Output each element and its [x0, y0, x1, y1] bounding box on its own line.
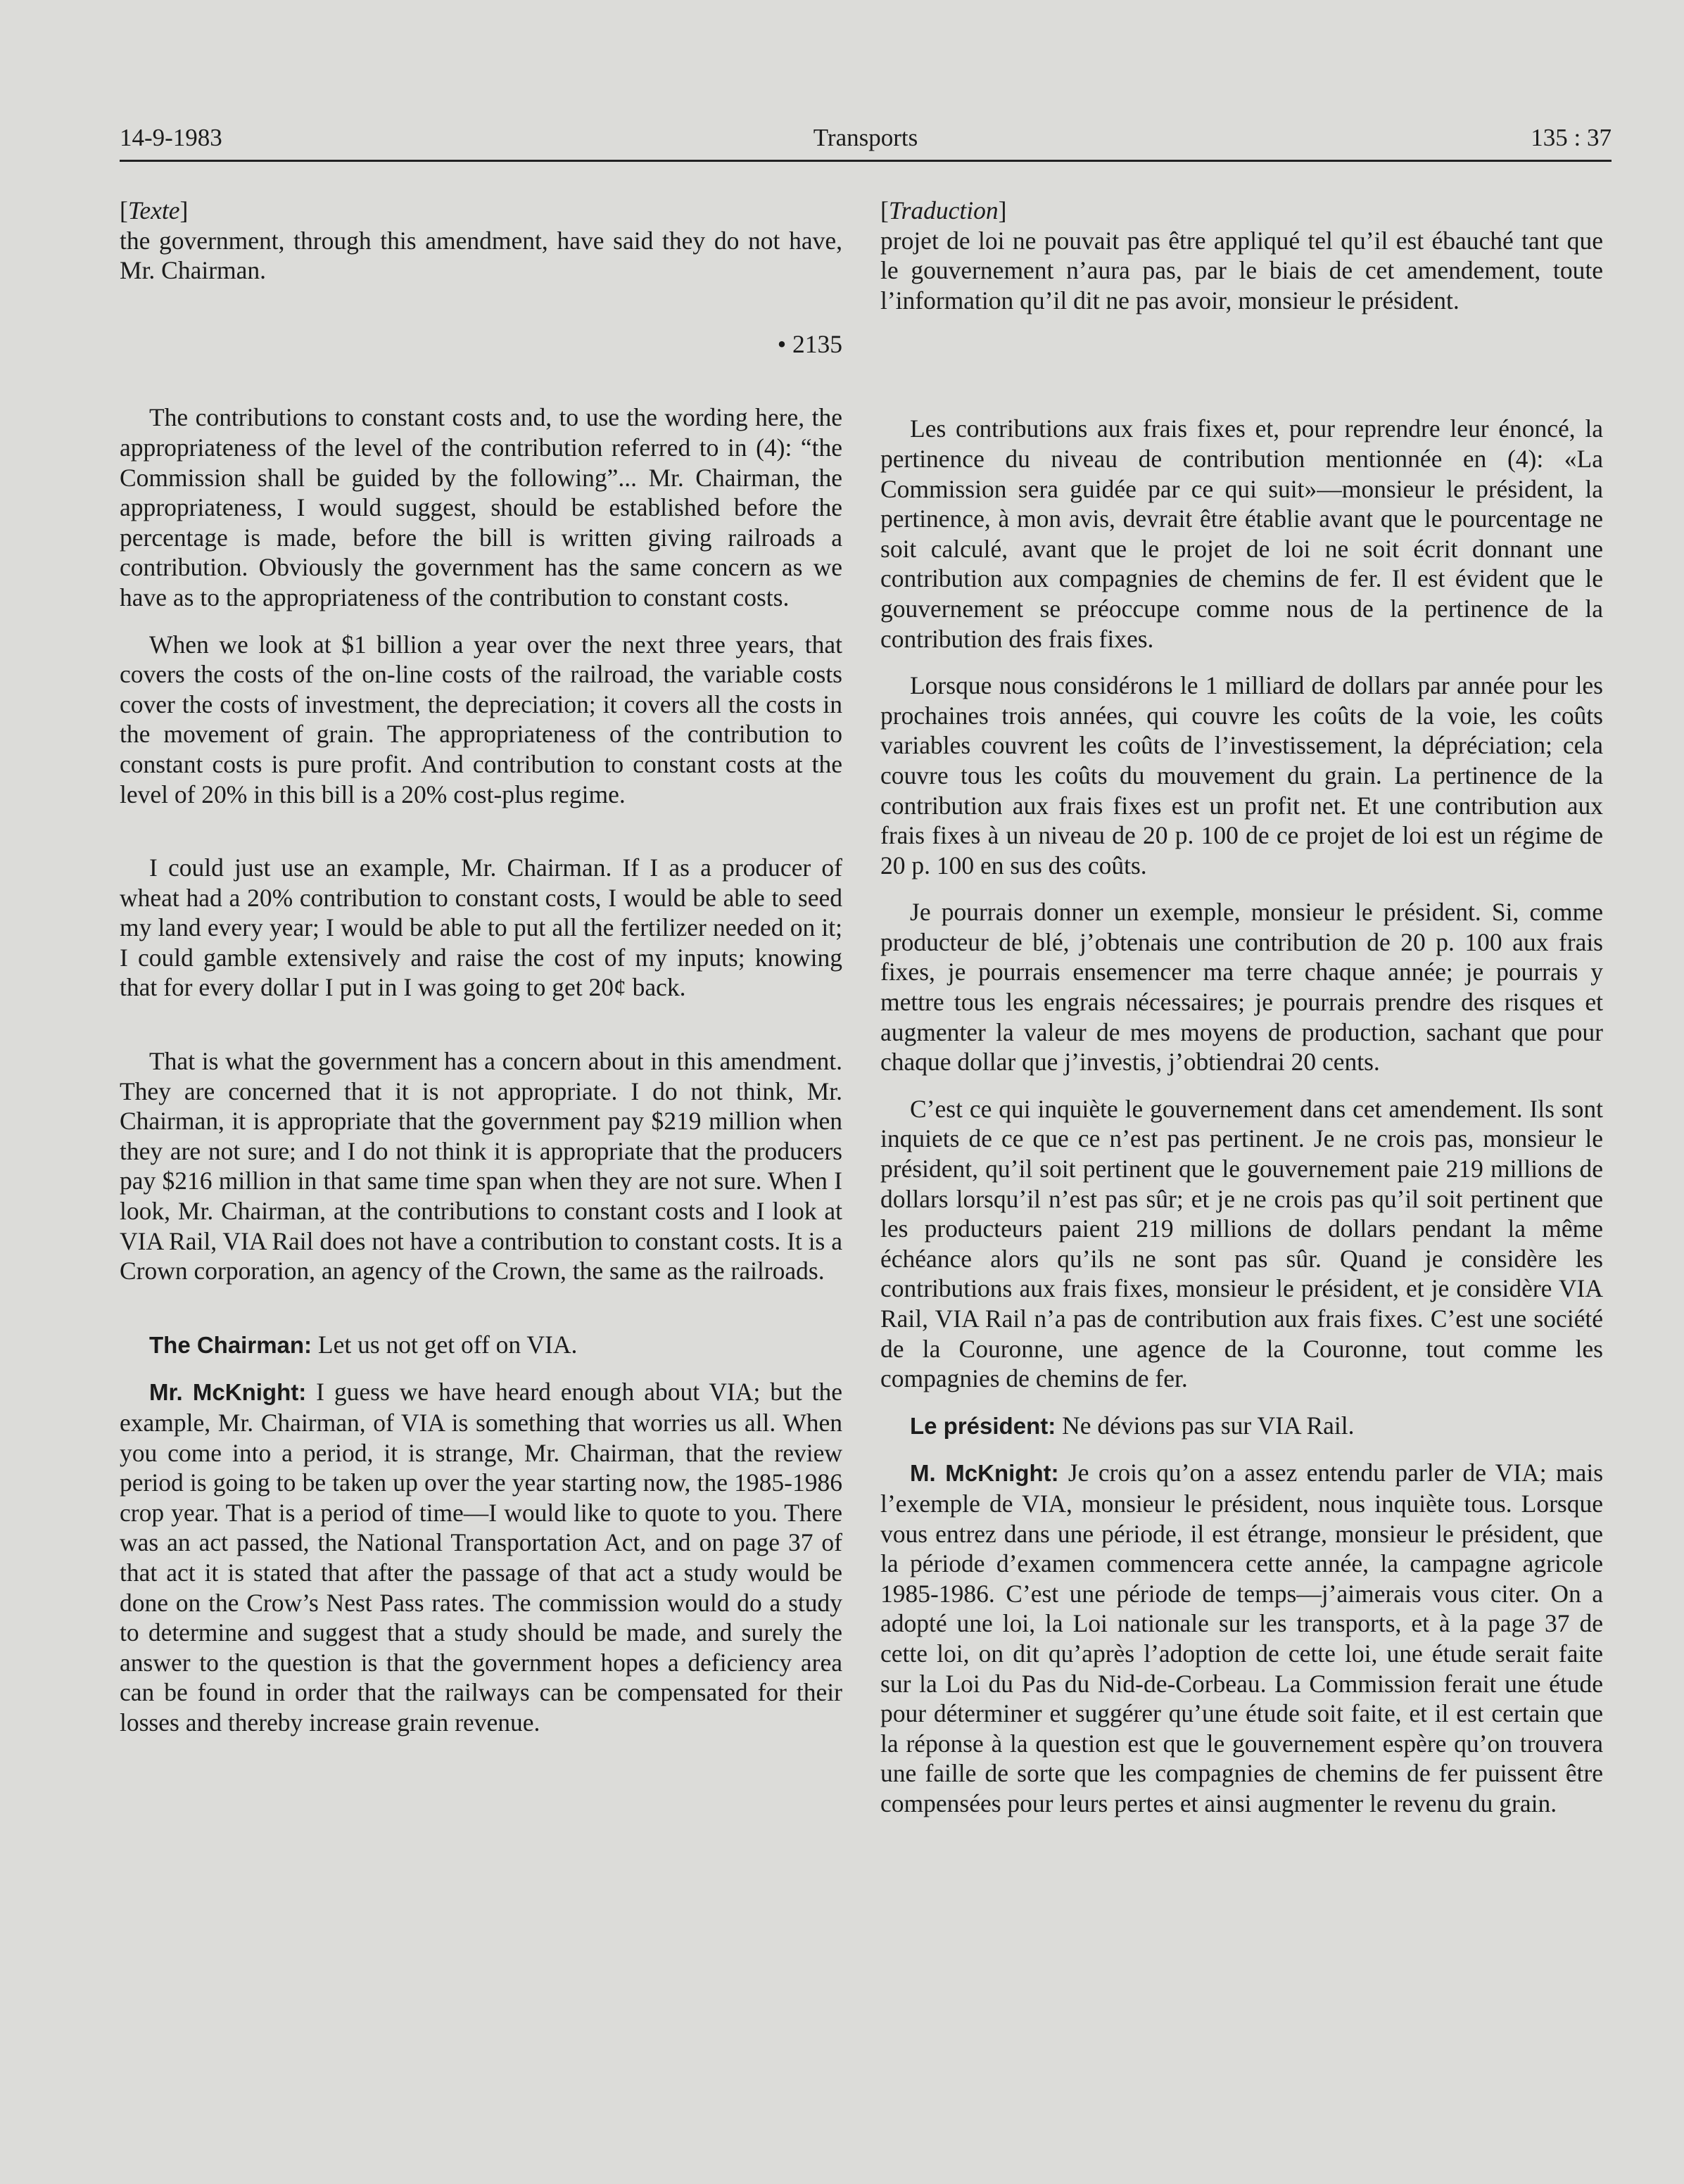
speaker-paragraph — [880, 1411, 1603, 1442]
speaker-text: Let us not get off on VIA. — [312, 1330, 578, 1359]
paragraph: That is what the government has a concern about in this amendment. They are concerned that it is not appropriate. I do not think, Mr. Chairman, it is appropriate that the government pay $219 million when they are not sure; and I do not think it is appropriate that the producers pay $216 million in that same time span when they are not sure. When I look, Mr. Chairman, at the contributions to constant costs and I look at VIA Rail, VIA Rail does not have a contribution to constant costs. It is a Crown corporation, an agency of the Crown, the same as the railroads. — [120, 1047, 842, 1285]
paragraph: C’est ce qui inquiète le gouvernement dans cet amendement. Ils sont inquiets de ce que ce n’est pas pertinent. Je ne crois pas, monsieur le président, qu’il soit pertinent que le gouvernement paie 219 millions de dollars lorsqu’il n’est pas sûr; et je ne crois pas qu’il soit pertinent que les producteurs paient 219 millions de dollars pendant la même échéance alors qu’ils ne sont pas sûr. Quand je considère les contributions aux frais fixes, monsieur le président, et je considère VIA Rail, VIA Rail n’a pas de contribution aux frais fixes. C’est une société de la Couronne, une agence de la Couronne, tout comme les compagnies de chemins de fer. — [880, 1094, 1603, 1393]
paragraph: The contributions to constant costs and, to use the wording here, the appropriateness of the level of the contribution referred to in (4): “the Commission shall be guided by the following”... Mr. Chairman, the appropriateness, I would suggest, should be established before the percentage is made, before the bill is written giving railroads a contribution. Obviously the government has the same concern as we have as to the appropriateness of the contribution to constant costs. — [120, 403, 842, 611]
language-tag-text: Texte — [127, 196, 180, 224]
language-tag-text: Traduction — [888, 196, 999, 224]
paragraph: Je pourrais donner un exemple, monsieur le président. Si, comme producteur de blé, j’obtenais une contribution de 20 p. 100 aux frais fixes, je pourrais ensemencer ma terre chaque année; je pourrais y mettre tous les engrais nécessaires; je pourrais prendre des risques et augmenter la valeur de mes moyens de production, sachant que pour chaque dollar que j’investis, j’obtiendrai 20 cents. — [880, 898, 1603, 1077]
paragraph: When we look at $1 billion a year over the next three years, that covers the costs of the on-line costs of the railroad, the variable costs cover the costs of investment, the depreciation; it covers all the costs in the movement of grain. The appropriateness of the contribution to constant costs is pure profit. And contribution to constant costs at the level of 20% in this bill is a 20% cost-plus regime. — [120, 630, 842, 808]
paragraph: I could just use an example, Mr. Chairman. If I as a producer of wheat had a 20% contribution to constant costs, I would be able to seed my land every year; I would be able to put all the fertilizer needed on it; I could gamble extensively and raise the cost of my inputs; knowing that for every dollar I put in I was going to get 20¢ back. — [120, 853, 842, 1002]
speaker-name: Mr. McKnight: — [149, 1379, 307, 1406]
language-tag: [Texte] — [120, 196, 189, 224]
speaker-name: Le président: — [910, 1412, 1056, 1439]
header-page-number: 135 : 37 — [1531, 124, 1612, 151]
speaker-text: I guess we have heard enough about VIA; but the example, Mr. Chairman, of VIA is something that worries us all. When you come into a period, it is strange, Mr. Chairman, that the review period is going to be taken up over the year starting now, the 1985-1986 crop year. That is a period of time—I would like to quote to you. There was an act passed, the National Transportation Act, and on page 37 of that act it is stated that after the passage of that act a study would be done on the Crow’s Nest Pass rates. The commission would do a study to determine and suggest that a study should be made, and surely the answer to the question is that the government hopes a deficiency area can be found in order that the railways can be compensated for their losses and thereby increase grain revenue. — [120, 1378, 842, 1737]
page-header — [120, 124, 1612, 160]
time-marker: • 2135 — [777, 329, 842, 358]
french-column — [880, 196, 1603, 1819]
speaker-paragraph — [120, 1330, 842, 1361]
speaker-paragraph — [880, 1458, 1603, 1818]
english-column — [120, 196, 842, 1738]
speaker-text: Je crois qu’on a assez entendu parler de VIA; mais l’exemple de VIA, monsieur le président, nous inquiète tous. Lorsque vous entrez dans une période, il est étrange, monsieur le président, que la période d’examen commencera cette année, la campagne agricole 1985-1986. C’est une période de temps—j’aimerais vous citer. On a adopté une loi, la Loi nationale sur les transports, et à la page 37 de cette loi, on dit qu’après l’adoption de cette loi, une étude serait faite sur la Loi du Pas du Nid-de-Corbeau. La Commission ferait une étude pour déterminer et suggérer qu’une étude soit faite, et il est certain que la réponse à la question est que le gouvernement espère qu’on trouvera une faille de sorte que les compagnies de chemins de fer puissent être compensées pour leurs pertes et ainsi augmenter le revenu du grain. — [880, 1459, 1604, 1817]
header-rule — [120, 160, 1612, 162]
speaker-name: The Chairman: — [149, 1331, 312, 1358]
header-title: Transports — [813, 124, 918, 151]
speaker-name: M. McKnight: — [910, 1460, 1059, 1487]
paragraph: Lorsque nous considérons le 1 milliard de dollars par année pour les prochaines trois années, qui couvre les coûts de la voie, les coûts variables couvrent les coûts de l’investissement, la dépréciation; cela couvre tous les coûts du mouvement du grain. La pertinence de la contribution aux frais fixes est un profit net. Et une contribution aux frais fixes à un niveau de 20 p. 100 de ce projet de loi est un régime de 20 p. 100 en sus des coûts. — [880, 671, 1603, 880]
header-date: 14-9-1983 — [120, 124, 222, 151]
language-tag: [Traduction] — [880, 196, 1007, 224]
speaker-paragraph — [120, 1377, 842, 1737]
paragraph: projet de loi ne pouvait pas être appliqué tel qu’il est ébauché tant que le gouvernement n’aura pas, par le biais de cet amendement, toute l’information qu’il dit ne pas avoir, monsieur le président. — [880, 226, 1603, 315]
paragraph: Les contributions aux frais fixes et, pour reprendre leur énoncé, la pertinence du niveau de contribution mentionnée en (4): «La Commission sera guidée par ce qui suit»—monsieur le président, la pertinence, à mon avis, devrait être établie avant que le pourcentage ne soit calculé, avant que le projet de loi ne soit écrit donnant une contribution aux compagnies de chemins de fer. Il est évident que le gouvernement se préoccupe comme nous de la pertinence de la contribution des frais fixes. — [880, 414, 1603, 653]
paragraph: the government, through this amendment, have said they do not have, Mr. Chairman. — [120, 226, 842, 285]
speaker-text: Ne dévions pas sur VIA Rail. — [1056, 1411, 1355, 1440]
